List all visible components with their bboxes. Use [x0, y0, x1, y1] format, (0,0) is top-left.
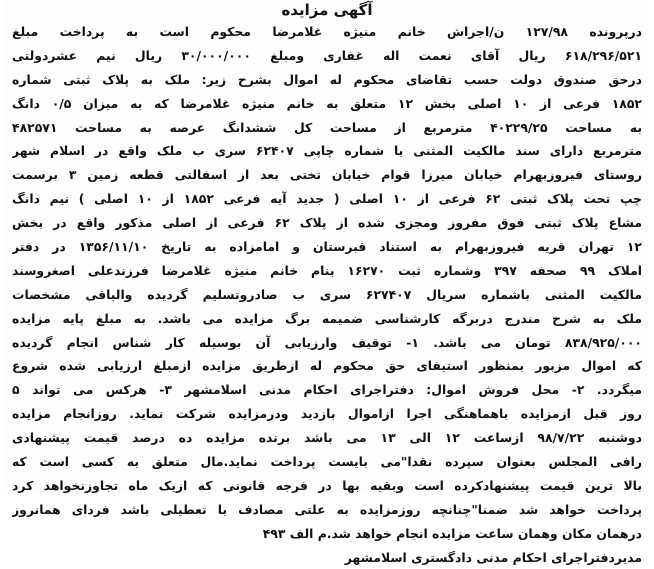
notice-line: دوشنبه ۹۸/۷/۲۲ ازساعت ۱۲ الی ۱۳ می باشد برنده مزایده ده درصد قیمت پیشنهادی: [12, 430, 642, 446]
notice-line: مشاع پلاک ثبتی فوق مفروز ومجزی شده از پلاک ۶۲ فرعی از اصلی مذکور واقع در بخش: [12, 215, 642, 231]
auction-notice: [4, 0, 650, 565]
notice-line: ۸۳۸/۹۲۵/۰۰۰ تومان می باشد. ۱- توقیف وارزیابی آن بوسیله کار شناس انجام گردیده: [12, 334, 642, 350]
notice-line: به مساحت ۴۰۲۲۹/۲۵ مترمربع از مساحت کل ششدانگ عرصه به مساحت ۴۸۲۵۷۱: [12, 119, 642, 135]
notice-body: [12, 20, 642, 569]
notice-line: روستای فیروزبهرام خیابان میرزا قوام خیابان تختی بعد از اسفالتی قطعه زمین ۳ برسمت: [12, 167, 642, 183]
notice-line: روز قبل ازمزایده باهماهنگی اجرا ازاموال بازدید ودرمزایده شرکت نماید. روزانجام مزایده: [12, 406, 642, 422]
notice-line: مترمربع دارای سند مالکیت المثنی با شماره چاپی ۶۲۴۰۷ سری ب ملک واقع در اسلام شهر: [12, 143, 642, 159]
notice-line: درهمان مکان وهمان ساعت مزایده انجام خواهد شد.م الف ۴۹۳: [262, 525, 642, 541]
notice-line: املاک ۹۹ صحفه ۳۹۷ وشماره ثبت ۱۶۲۷۰ بنام خانم منیژه غلامرضا فرزندعلی اصغروسند: [12, 262, 642, 278]
notice-signature: مدیردفتراجرای احکام مدنی دادگستری اسلامشهر: [344, 549, 642, 565]
notice-line: ۱۸۵۲ فرعی از ۱۰ اصلی بخش ۱۲ متعلق به خانم منیژه غلامرضا که به میزان ۰/۵ دانگ: [12, 95, 642, 111]
notice-line: رافی المجلس بعنوان سپرده نقدا"می بایست پرداخت نماید.مال متعلق به کسی است که: [12, 454, 642, 470]
notice-line: چپ تحت پلاک ثبتی ۶۲ فرعی از ۱۰ اصلی ( جدید آیه فرعی ۱۸۵۲ از ۱۰ اصلی ) نیم دانگ: [12, 191, 642, 207]
notice-line: پرداخت خواهد شد ضمنا"چنانچه روزمزایده به علتی مصادف با تعطیلی باشد فردای همانروز: [12, 501, 642, 517]
notice-line: میگردد. ۲- محل فروش اموال: دفتراجرای احکام مدنی اسلامشهر ۳- هرکس می تواند ۵: [12, 382, 642, 398]
notice-line: بالا ترین قیمت پیشنهادکرده است وبقیه بها در فرجه قانونی که ازیک ماه تجاوزنخواهد کرد: [12, 477, 642, 493]
notice-line: ۶۱۸/۲۹۶/۵۲۱ ریال آقای نعمت اله غفاری ومبلغ ۳۰/۰۰۰/۰۰۰ ریال نیم عشردولتی: [12, 47, 642, 63]
notice-line: ملک به شرح مندرج دربرگه کارشناسی ضمیمه برگ مزایده می باشد. به مبلغ پایه مزایده: [12, 310, 642, 326]
notice-line: درحق صندوق دولت حسب تقاضای محکوم له اموال بشرح زیر: ملک به پلاک ثبتی شماره: [12, 71, 642, 87]
notice-line: که اموال مزبور بمنظور استیفای حق محکوم له ازطریق مزایده ازمبلغ ارزیابی شده شروع: [12, 358, 642, 374]
notice-line: ۱۲ تهران قریه فیروزبهرام به استناد قبرستان و امامزاده به تاریخ ۱۳۵۶/۱۱/۱۰ در دفتر: [12, 239, 642, 255]
notice-title: آگهی مزایده: [281, 1, 373, 19]
notice-line: مالکیت المثنی باشماره سریال ۶۲۷۴۰۷ سری ب صادروتسلیم گردیده والباقی مشخصات: [12, 286, 642, 302]
notice-line: درپرونده ۱۲۷/۹۸ ن/اجراش خانم منیژه غلامرضا محکوم است به پرداخت مبلغ: [12, 24, 642, 39]
